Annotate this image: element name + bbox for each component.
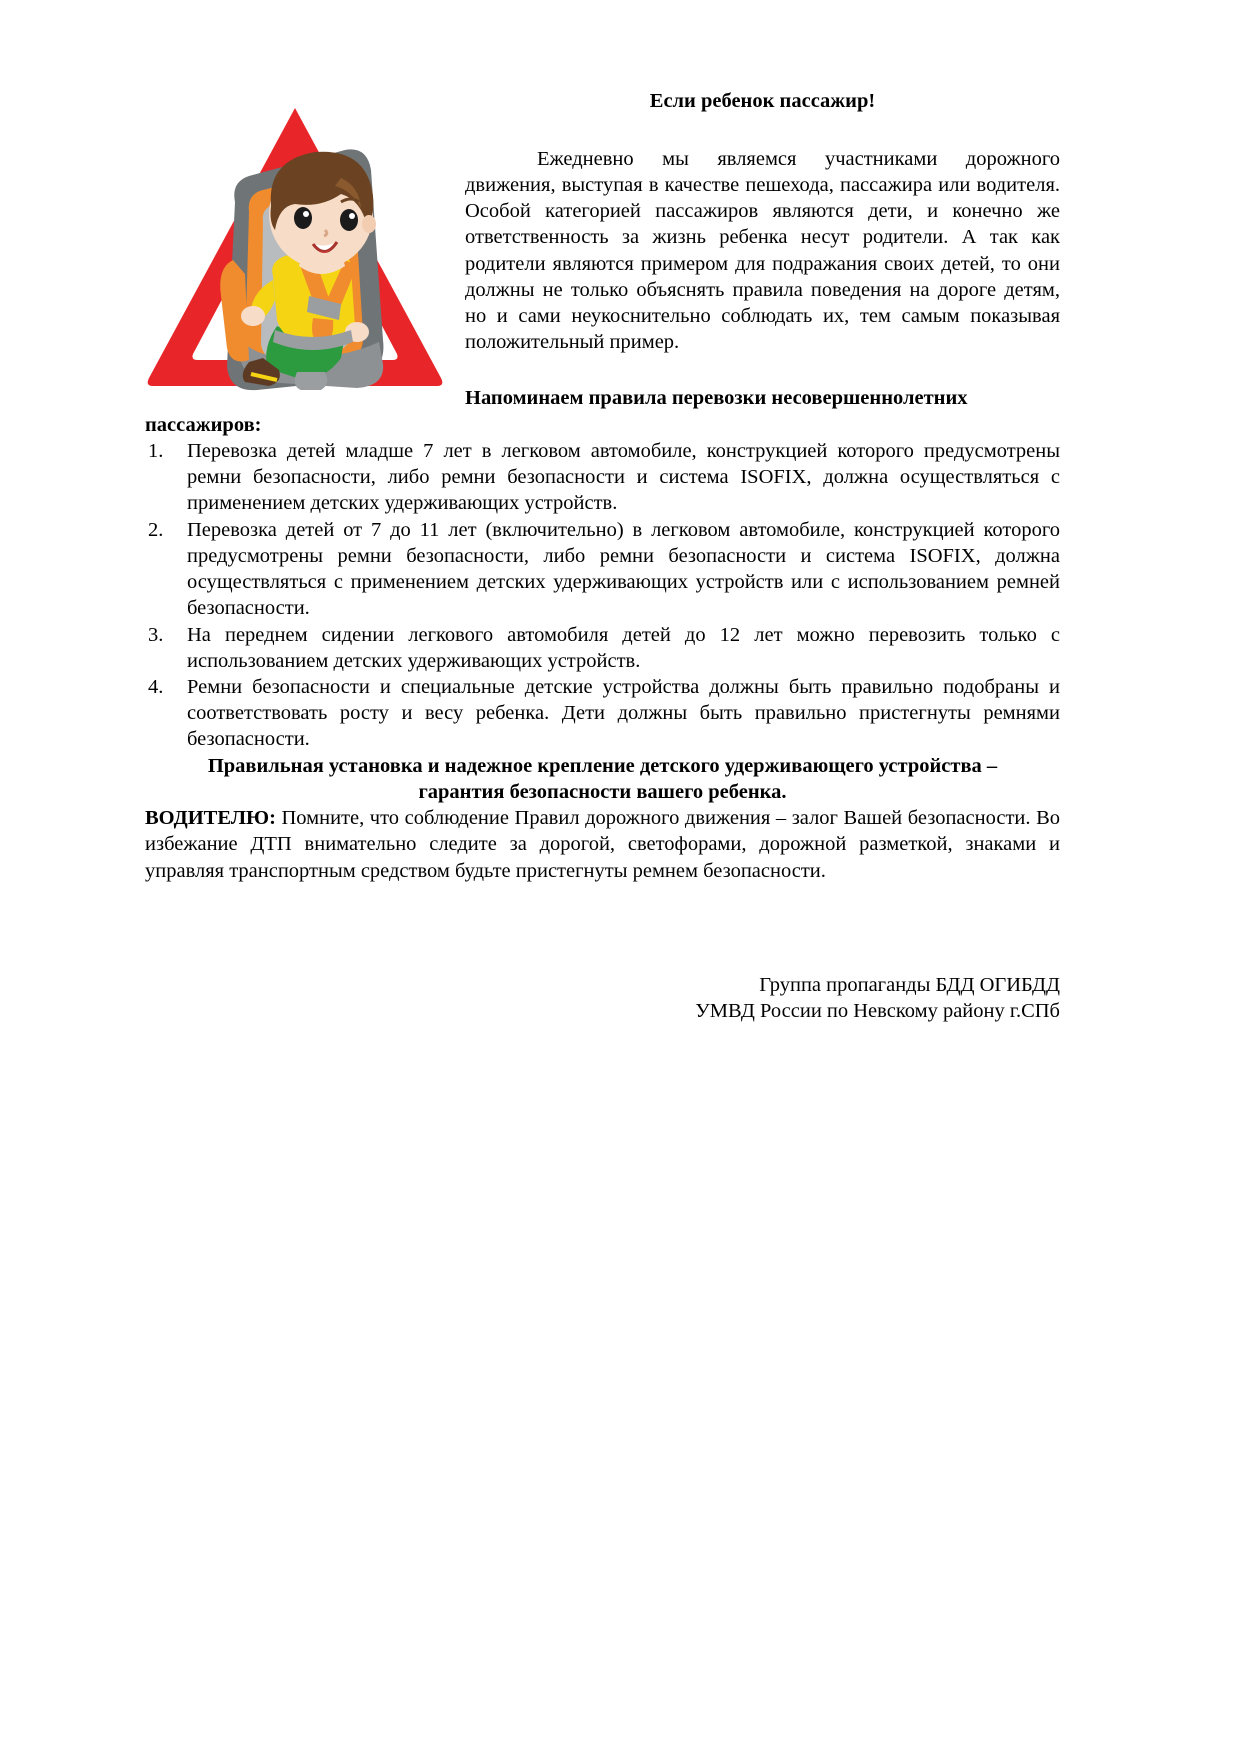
driver-body-text: Помните, что соблюдение Правил дорожного движения – залог Вашей безопасности. Во избежание ДТП внимательно следите за дорогой, светофорами, дорожной разметкой, знаками и управляя транспортным средством будьте пристегнуты ремнем безопасности. <box>145 807 1060 882</box>
child-in-car-seat-warning-triangle-image <box>145 90 445 400</box>
reminder-heading-line2: пассажиров: <box>145 413 262 436</box>
document-content <box>145 90 1060 1024</box>
list-item-number: 1. <box>148 439 164 462</box>
list-item-number: 4. <box>148 676 164 699</box>
list-item-text: Перевозка детей от 7 до 11 лет (включительно) в легковом автомобиле, конструкцией которого предусмотрены ремни безопасности, либо ремни безопасности и система ISOFIX, должна осуществляться с применением детских удерживающих устройств или с использованием ремней безопасности. <box>187 518 1060 620</box>
list-item-text: На переднем сидении легкового автомобиля детей до 12 лет можно перевозить только с использованием детских удерживающих устройств. <box>187 623 1060 672</box>
driver-paragraph <box>145 805 1060 884</box>
driver-lead-label: ВОДИТЕЛЮ: <box>145 807 276 830</box>
page-title: Если ребенок пассажир! <box>649 90 876 112</box>
highlight-line-2: гарантия безопасности вашего ребенка. <box>418 780 787 803</box>
illustration-svg <box>145 90 445 400</box>
list-item-text: Перевозка детей младше 7 лет в легковом автомобиле, конструкцией которого предусмотрены ремни безопасности, либо ремни безопасности и система ISOFIX, должна осуществляться с применением детских удерживающих устройств. <box>187 439 1060 515</box>
list-item <box>145 622 1060 674</box>
list-item-number: 2. <box>148 518 164 541</box>
signature-line-1: Группа пропаганды БДД ОГИБДД <box>759 973 1060 996</box>
list-item-number: 3. <box>148 623 164 646</box>
intro-paragraph: Ежедневно мы являемся участниками дорожного движения, выступая в качестве пешехода, пассажира или водителя. Особой категорией пассажиров являются дети, и конечно же ответственность за жизнь ребенка несут родители. А так как родители являются примером для подражания своих детей, то они должны не только объяснять правила поведения на дороге детям, но и сами неукоснительно соблюдать их, тем самым показывая положительный пример. <box>465 147 1060 354</box>
list-item-text: Ремни безопасности и специальные детские устройства должны быть правильно подобраны и соответствовать росту и весу ребенка. Дети должны быть правильно пристегнуты ремнями безопасности. <box>187 676 1060 751</box>
list-item <box>145 438 1060 517</box>
highlight-line-1: Правильная установка и надежное крепление детского удерживающего устройства – <box>207 754 998 777</box>
list-item <box>145 517 1060 622</box>
reminder-heading-line1: Напоминаем правила перевозки несовершеннолетних <box>465 387 968 410</box>
signature-line-2: УМВД России по Невскому району г.СПб <box>695 1000 1060 1023</box>
rules-list <box>145 438 1060 753</box>
list-item <box>145 674 1060 753</box>
signature-block <box>145 972 1060 1024</box>
